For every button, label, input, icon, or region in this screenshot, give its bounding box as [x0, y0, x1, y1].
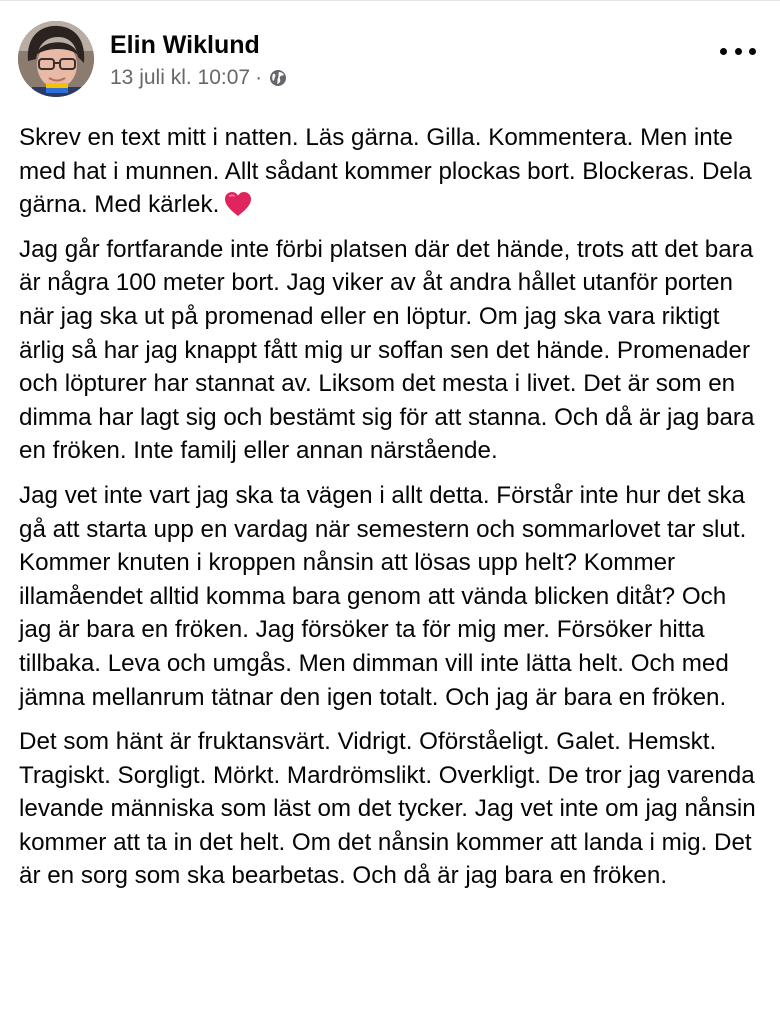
author-name[interactable]: Elin Wiklund	[110, 31, 260, 59]
post-body	[19, 121, 764, 904]
post-paragraph: Jag vet inte vart jag ska ta vägen i allt detta. Förstår inte hur det ska gå att starta upp en vardag när semestern och sommarlovet tar slut. Kommer knuten i kroppen nånsin att lösas upp helt? Kommer illamåendet alltid komma bara genom att vända blicken ditåt? Och jag är bara en fröken. Jag försöker ta för mig mer. Försöker hitta tillbaka. Leva och umgås. Men dimman vill inte lätta helt. Och med jämna mellanrum tätnar den igen totalt. Och jag är bara en fröken.	[19, 481, 747, 711]
more-options-icon[interactable]	[720, 41, 756, 61]
more-dot	[749, 48, 756, 55]
post-paragraph	[19, 121, 764, 222]
more-dot	[735, 48, 742, 55]
avatar[interactable]	[18, 21, 94, 97]
globe-icon[interactable]	[269, 69, 287, 87]
post-meta	[110, 66, 287, 90]
post-paragraph: Det som hänt är fruktansvärt. Vidrigt. Oförståeligt. Galet. Hemskt. Tragiskt. Sorgligt. Mörkt. Mardrömslikt. Overkligt. De tror jag varenda levande människa som läst om det tycker. Jag vet inte om jag nånsin kommer att ta in det helt. Om det nånsin kommer att landa i mig. Det är en sorg som ska bearbetas. Och då är jag bara en fröken.	[19, 728, 756, 890]
post-header	[18, 19, 762, 97]
post-timestamp[interactable]: 13 juli kl. 10:07	[110, 66, 251, 89]
profile-photo-icon	[18, 21, 94, 97]
heart-emoji-icon	[223, 190, 253, 218]
more-dot	[720, 48, 727, 55]
meta-separator: ·	[255, 66, 263, 89]
post-paragraph: Jag går fortfarande inte förbi platsen där det hände, trots att det bara är några 100 meter bort. Jag viker av åt andra hållet utanför porten när jag ska ut på promenad eller en löptur. Om jag ska vara riktigt ärlig så har jag knappt fått mig ur soffan sen det hände. Promenader och löpturer har stannat av. Liksom det mesta i livet. Det är som en dimma har lagt sig och bestämt sig för att stanna. Och då är jag bara en fröken. Inte familj eller annan närstående.	[19, 235, 755, 465]
paragraph-text: Skrev en text mitt i natten. Läs gärna. Gilla. Kommentera. Men inte med hat i munnen. Allt sådant kommer plockas bort. Blockeras. Dela gärna. Med kärlek.	[19, 124, 752, 219]
